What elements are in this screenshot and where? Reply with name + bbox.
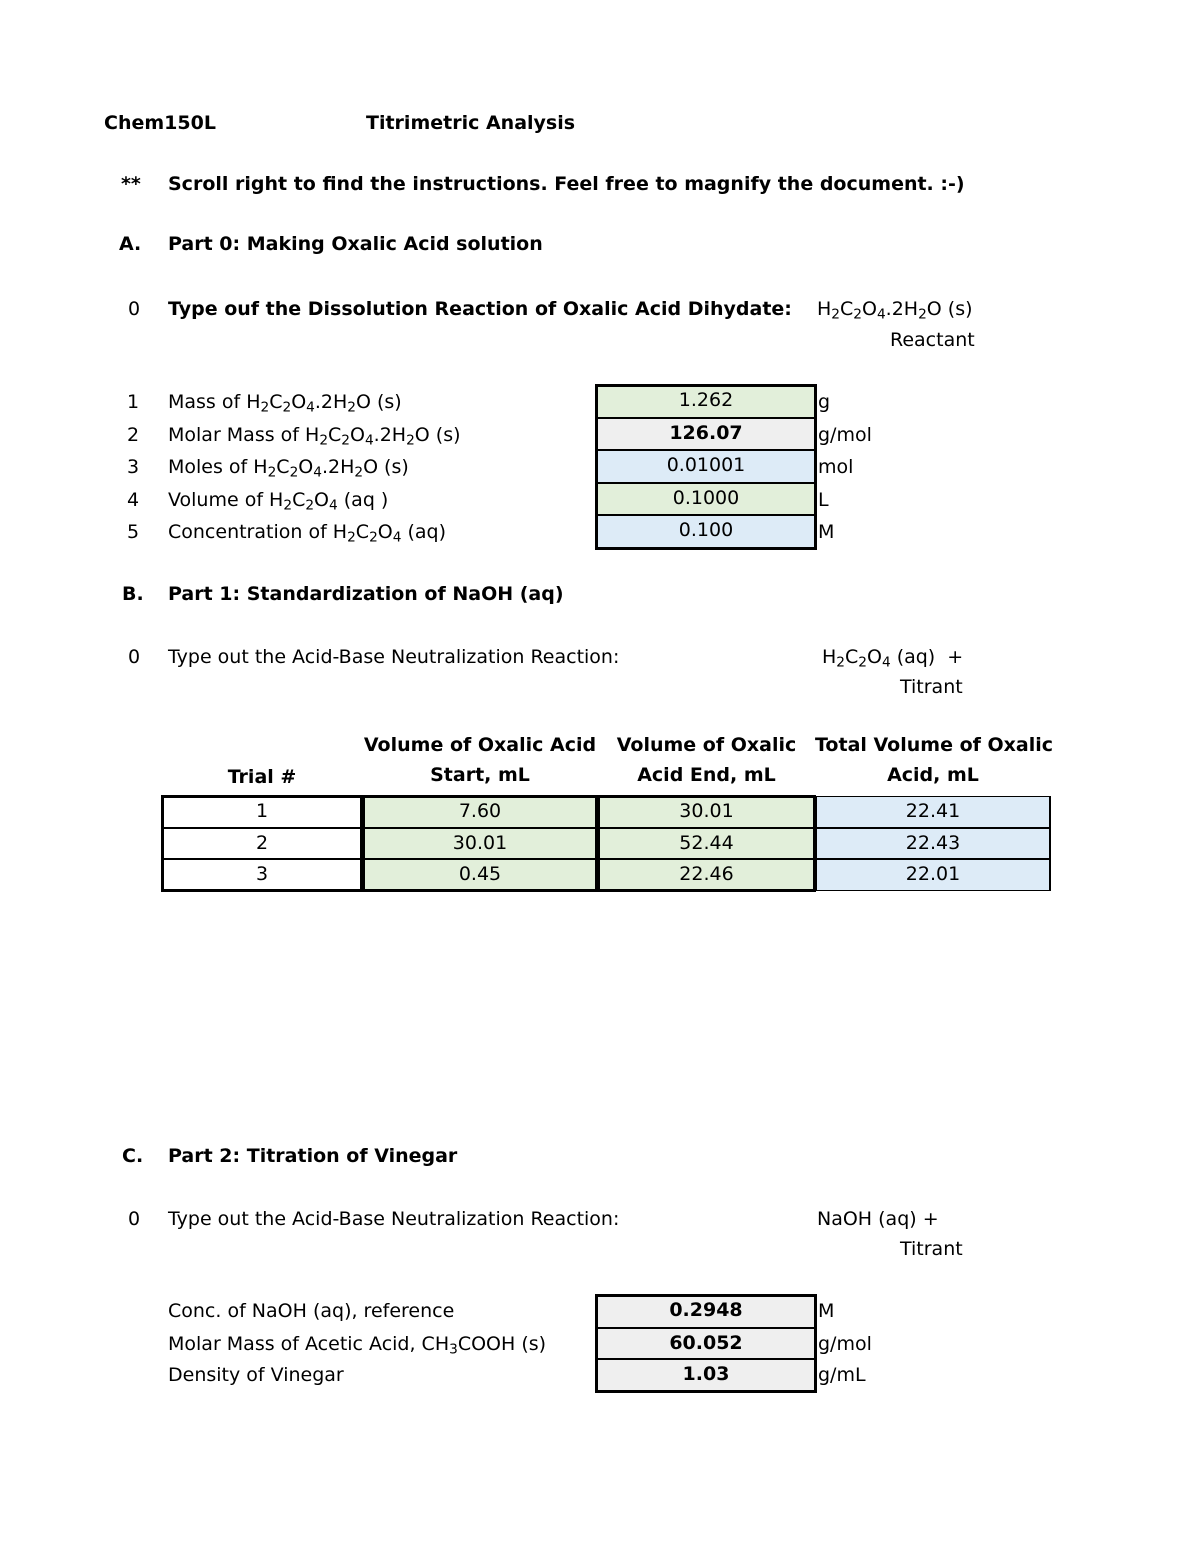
part-b-reaction-role: Titrant: [900, 676, 963, 698]
part-c-reaction-role: Titrant: [900, 1238, 963, 1260]
end-volume-cell[interactable]: 22.46: [598, 859, 815, 891]
moles-value-cell[interactable]: 0.01001: [596, 450, 816, 483]
mass-value-cell[interactable]: 1.262: [596, 385, 816, 418]
row-number: 2: [127, 424, 140, 446]
volume-label: Volume of $H_2C_2O_4$ (aq ): [168, 489, 389, 514]
start-volume-cell[interactable]: 30.01: [362, 828, 598, 859]
molar-mass-value-cell[interactable]: 126.07: [596, 418, 816, 450]
note-marker: **: [121, 173, 141, 195]
mass-label: Mass of $H_2C_2O_4.2H_2O$ (s): [168, 391, 402, 416]
part-b-reaction-prompt: Type out the Acid-Base Neutralization Reaction:: [168, 646, 620, 668]
header-end-volume-line2: Acid End, mL: [637, 764, 776, 786]
header-end-volume-line1: Volume of Oxalic: [616, 734, 797, 756]
trial-number-cell: 2: [162, 828, 362, 859]
unit-label: M: [818, 521, 835, 543]
total-volume-cell[interactable]: 22.43: [815, 828, 1051, 859]
end-volume-cell[interactable]: 52.44: [598, 828, 815, 859]
part-b-letter: B.: [122, 583, 144, 605]
trial-number-cell: 1: [162, 796, 362, 828]
total-volume-cell[interactable]: 22.41: [815, 796, 1051, 828]
part-a-title: Part 0: Making Oxalic Acid solution: [168, 233, 543, 255]
concentration-value-cell[interactable]: 0.100: [596, 515, 816, 549]
course-code: Chem150L: [104, 112, 216, 134]
naoh-conc-value-cell[interactable]: 0.2948: [596, 1295, 816, 1328]
molar-mass-label: Molar Mass of $H_2C_2O_4.2H_2O$ (s): [168, 424, 461, 449]
part-a-reaction-prompt: Type ouf the Dissolution Reaction of Oxalic Acid Dihydate:: [168, 298, 792, 320]
vinegar-density-value-cell[interactable]: 1.03: [596, 1359, 816, 1392]
document-title: Titrimetric Analysis: [366, 112, 576, 134]
unit-label: g/mol: [818, 424, 872, 446]
unit-label: g: [818, 391, 831, 413]
part-c-reaction-species: NaOH (aq) +: [817, 1208, 939, 1230]
concentration-label: Concentration of $H_2C_2O_4$ (aq): [168, 521, 447, 546]
vinegar-density-label: Density of Vinegar: [168, 1364, 344, 1386]
start-volume-cell[interactable]: 0.45: [362, 859, 598, 891]
row-number: 1: [127, 391, 140, 413]
header-trial: Trial #: [227, 766, 297, 788]
header-total-volume-line1: Total Volume of Oxalic: [815, 734, 1054, 756]
naoh-conc-label: Conc. of NaOH (aq), reference: [168, 1300, 455, 1322]
note-text: Scroll right to find the instructions. Feel free to magnify the document. :-): [168, 173, 965, 195]
part-b-reaction-number: 0: [128, 646, 141, 668]
unit-label: g/mL: [818, 1364, 866, 1386]
end-volume-cell[interactable]: 30.01: [598, 796, 815, 828]
part-c-title: Part 2: Titration of Vinegar: [168, 1145, 458, 1167]
part-a-reaction-species: $H_2C_2O_4.2H_2O$ (s): [817, 298, 973, 323]
part-c-reaction-prompt: Type out the Acid-Base Neutralization Reaction:: [168, 1208, 620, 1230]
unit-label: mol: [818, 456, 854, 478]
row-number: 4: [127, 489, 140, 511]
row-number: 5: [127, 521, 140, 543]
part-c-reaction-number: 0: [128, 1208, 141, 1230]
row-number: 3: [127, 456, 140, 478]
unit-label: g/mol: [818, 1333, 872, 1355]
header-total-volume-line2: Acid, mL: [887, 764, 979, 786]
header-start-volume-line2: Start, mL: [430, 764, 530, 786]
part-b-reaction-species: $H_2C_2O_4$ (aq) +: [822, 646, 964, 671]
part-a-reaction-role: Reactant: [890, 329, 975, 351]
unit-label: M: [818, 1300, 835, 1322]
header-start-volume-line1: Volume of Oxalic Acid: [363, 734, 597, 756]
unit-label: L: [818, 489, 829, 511]
part-a-reaction-number: 0: [128, 298, 141, 320]
part-b-title: Part 1: Standardization of NaOH (aq): [168, 583, 564, 605]
trial-number-cell: 3: [162, 859, 362, 891]
part-a-letter: A.: [119, 233, 142, 255]
part-c-letter: C.: [122, 1145, 144, 1167]
acetic-molar-mass-value-cell[interactable]: 60.052: [596, 1328, 816, 1359]
start-volume-cell[interactable]: 7.60: [362, 796, 598, 828]
acetic-molar-mass-label: Molar Mass of Acetic Acid, $CH_3COOH$ (s): [168, 1333, 547, 1358]
moles-label: Moles of $H_2C_2O_4.2H_2O$ (s): [168, 456, 409, 481]
volume-value-cell[interactable]: 0.1000: [596, 483, 816, 515]
total-volume-cell[interactable]: 22.01: [815, 859, 1051, 891]
